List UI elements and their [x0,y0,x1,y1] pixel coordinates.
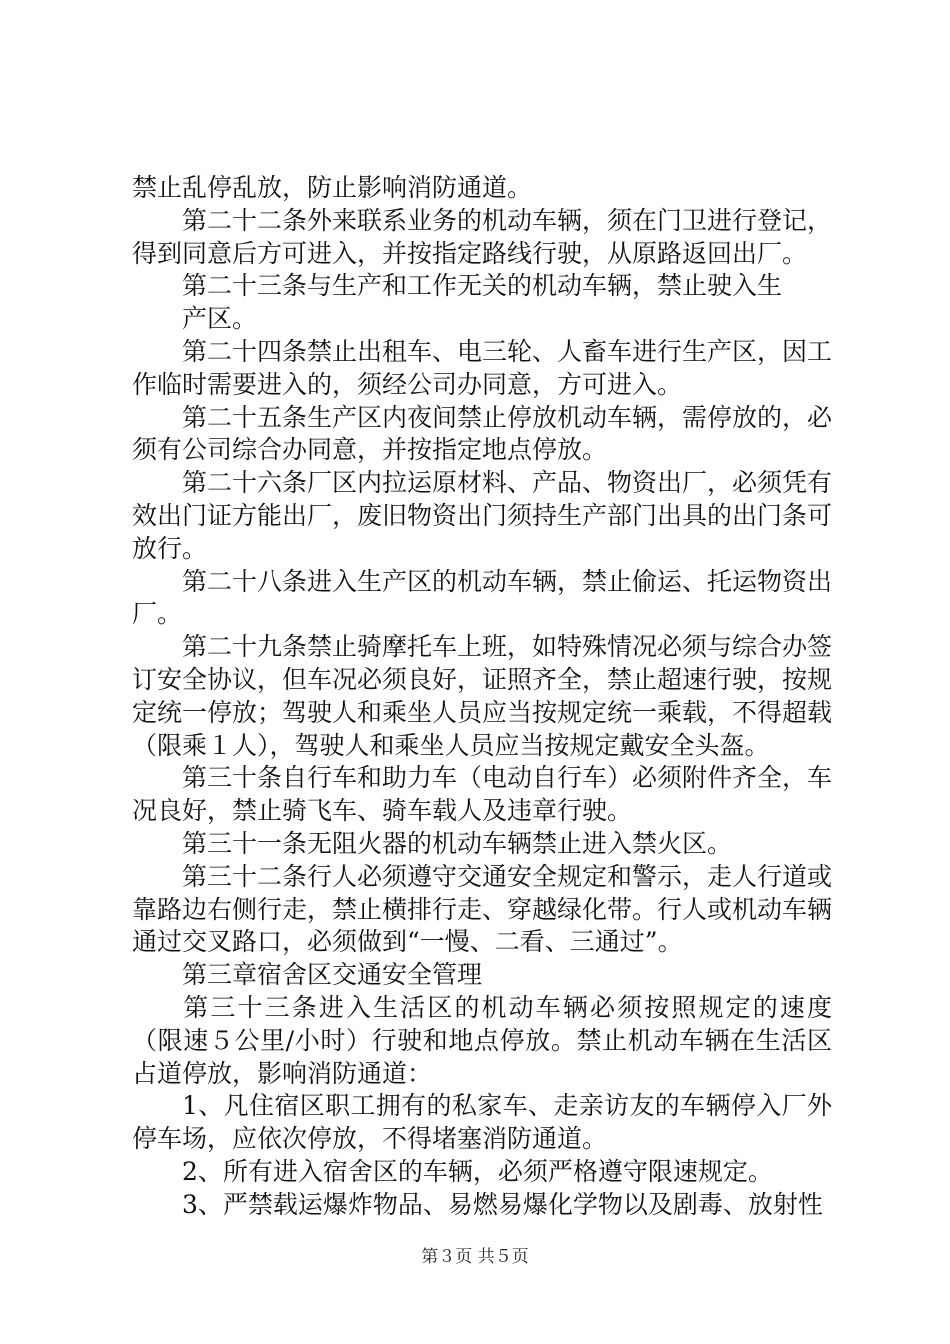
article-24: 第二十四条禁止出租车、电三轮、人畜车进行生产区，因工作临时需要进入的，须经公司办同意，方可进入。 [132,336,833,399]
article-32: 第三十二条行人必须遵守交通安全规定和警示，走人行道或靠路边右侧行走，禁止横排行走、穿越绿化带。行人或机动车辆通过交叉路口，必须做到“一慢、二看、三通过”。 [132,861,833,957]
list-item-1: 1、凡住宿区职工拥有的私家车、走亲访友的车辆停入厂外停车场，应依次停放，不得堵塞消防通道。 [132,1091,832,1154]
article-23: 第二十三条与生产和工作无关的机动车辆，禁止驶入生 [182,271,783,301]
article-28: 第二十八条进入生产区的机动车辆，禁止偷运、托运物资出厂。 [132,566,833,629]
article-30: 第三十条自行车和助力车（电动自行车）必须附件齐全，车况良好，禁止骑飞车、骑车载人及违章行驶。 [132,763,833,826]
article-25: 第二十五条生产区内夜间禁止停放机动车辆，需停放的，必须有公司综合办同意，并按指定地点停放。 [132,402,833,465]
document-body [132,172,832,1222]
article-22: 第二十二条外来联系业务的机动车辆，须在门卫进行登记，得到同意后方可进入，并按指定路线行驶，从原路返回出厂。 [132,205,833,268]
chapter-3-heading: 第三章宿舍区交通安全管理 [182,960,483,990]
article-26: 第二十六条厂区内拉运原材料、产品、物资出厂，必须凭有效出门证方能出厂，废旧物资出门须持生产部门出具的出门条可放行。 [132,468,833,563]
page-footer: 第３页 共５页 [421,1247,529,1267]
article-23-continued: 产区。 [182,304,258,334]
article-31: 第三十一条无阻火器的机动车辆禁止进入禁火区。 [182,828,733,858]
article-29: 第二十九条禁止骑摩托车上班，如特殊情况必须与综合办签订安全协议，但车况必须良好，证照齐全，禁止超速行驶，按规定统一停放；驾驶人和乘坐人员应当按规定统一乘载，不得超载（限乘１人），驾驶人和乘坐人员应当按规定戴安全头盔。 [132,632,833,760]
paragraph-continuation: 禁止乱停乱放，防止影响消防通道。 [132,173,533,202]
list-item-2: 2、所有进入宿舍区的车辆，必须严格遵守限速规定。 [182,1156,773,1186]
article-33: 第三十三条进入生活区的机动车辆必须按照规定的速度（限速５公里/小时）行驶和地点停放。禁止机动车辆在生活区占道停放，影响消防通道： [132,992,832,1088]
list-item-3: 3、严禁载运爆炸物品、易燃易爆化学物以及剧毒、放射性 [182,1189,823,1219]
